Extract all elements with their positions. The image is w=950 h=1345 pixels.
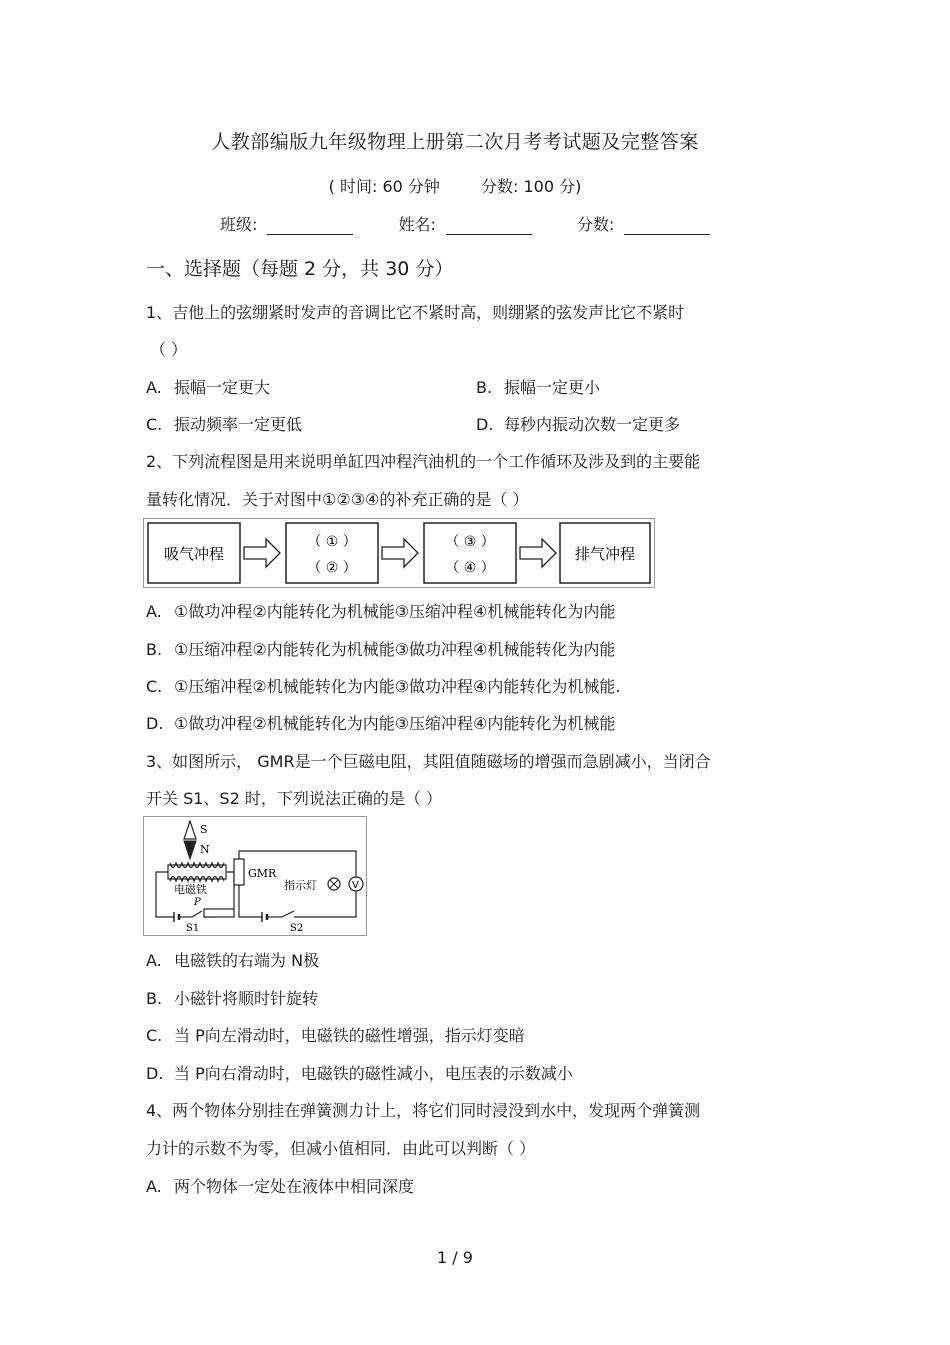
q2-option-b[interactable] (146, 637, 615, 660)
option-letter: B. (146, 640, 163, 659)
option-letter: D. (146, 1064, 164, 1083)
score-label: 分数: (577, 215, 615, 234)
student-info-blanks (220, 212, 750, 235)
rheostat-icon (204, 909, 234, 917)
name-blank (446, 218, 532, 235)
exam-info (0, 174, 910, 197)
score-blank (624, 218, 710, 235)
option-letter: D. (476, 415, 494, 434)
option-letter: C. (146, 1026, 163, 1045)
option-text: 当 P向左滑动时，电磁铁的磁性增强，指示灯变暗 (174, 1026, 525, 1045)
option-text: ①压缩冲程②机械能转化为内能③做功冲程④内能转化为机械能. (174, 677, 621, 696)
needle-south-icon (184, 821, 196, 839)
gmr-label: GMR (248, 867, 277, 880)
q1-paren: （ ） (150, 340, 188, 359)
pole-n-label: N (200, 843, 210, 856)
name-label: 姓名: (398, 215, 436, 234)
switch-s1-icon (192, 911, 202, 917)
q2-option-a[interactable] (146, 599, 615, 622)
q1-option-d[interactable] (476, 412, 680, 435)
exhaust-stroke-label: 排气冲程 (574, 545, 636, 563)
pole-s-label: S (200, 823, 208, 836)
blank-4: （ ④ ） (445, 560, 495, 576)
q1-stem: 1、吉他上的弦绷紧时发声的音调比它不紧时高，则绷紧的弦发声比它不紧时 (146, 303, 685, 322)
needle-north-icon (184, 841, 196, 859)
slider-p-label: P (194, 897, 201, 908)
option-text: 每秒内振动次数一定更多 (504, 415, 681, 434)
option-letter: B. (476, 378, 493, 397)
electromagnet-label: 电磁铁 (174, 883, 207, 896)
q3-option-a[interactable] (146, 948, 319, 971)
score-field[interactable] (577, 212, 710, 235)
option-text: 当 P向右滑动时，电磁铁的磁性减小，电压表的示数减小 (174, 1064, 573, 1083)
gmr-bottom-wire (239, 885, 262, 917)
option-text: 小磁针将顺时针旋转 (174, 989, 319, 1008)
q2-stem-line1: 2、下列流程图是用来说明单缸四冲程汽油机的一个工作循环及涉及到的主要能 (146, 452, 701, 471)
option-letter: C. (146, 677, 163, 696)
q1-option-c[interactable] (146, 412, 302, 435)
gmr-resistor-icon (234, 859, 244, 885)
option-text: 振幅一定更小 (504, 378, 601, 397)
q3-stem-line2: 开关 S1、S2 时，下列说法正确的是（ ） (146, 789, 442, 808)
q2-option-d[interactable] (146, 711, 615, 734)
name-field[interactable] (399, 212, 532, 235)
option-text: ①压缩冲程②内能转化为机械能③做功冲程④机械能转化为内能 (174, 640, 616, 659)
section-heading: 一、选择题（每题 2 分，共 30 分） (146, 258, 454, 280)
page-number: 1 / 9 (437, 1248, 473, 1267)
option-letter: B. (146, 989, 163, 1008)
option-text: 电磁铁的右端为 N极 (174, 951, 320, 970)
q1-option-a[interactable] (146, 375, 270, 398)
q3-option-d[interactable] (146, 1061, 573, 1084)
q2-option-c[interactable] (146, 674, 620, 697)
option-letter: C. (146, 415, 163, 434)
q2-stem-line2: 量转化情况．关于对图中①②③④的补充正确的是（ ） (146, 490, 529, 509)
class-field[interactable] (220, 212, 353, 235)
page-title: 人教部编版九年级物理上册第二次月考考试题及完整答案 (211, 131, 699, 153)
intake-stroke-label: 吸气冲程 (163, 545, 225, 563)
option-letter: A. (146, 1177, 162, 1196)
option-letter: A. (146, 951, 162, 970)
indicator-label: 指示灯 (284, 879, 317, 892)
blank-1: （ ① ） (307, 534, 357, 550)
flow-diagram-svg (144, 519, 654, 587)
q4-stem-line2: 力计的示数不为零，但减小值相同．由此可以判断（ ） (146, 1139, 536, 1158)
circuit-svg (144, 817, 366, 935)
right-wire (226, 872, 234, 909)
blank-3: （ ③ ） (445, 534, 495, 550)
class-label: 班级: (220, 215, 258, 234)
q1-option-b[interactable] (476, 375, 600, 398)
exam-score: 分数: 100 分) (481, 177, 582, 196)
switch-s2-icon (282, 911, 294, 917)
q4-option-a[interactable] (146, 1174, 414, 1197)
engine-flow-diagram (143, 518, 655, 588)
option-letter: D. (146, 714, 164, 733)
voltmeter-label: V (352, 880, 359, 891)
arrow-1-icon (244, 539, 280, 567)
option-letter: A. (146, 378, 162, 397)
option-text: ①做功冲程②内能转化为机械能③压缩冲程④机械能转化为内能 (174, 602, 616, 621)
arrow-3-icon (520, 539, 556, 567)
class-blank (267, 218, 353, 235)
gmr-circuit-diagram (143, 816, 367, 936)
option-text: 振动频率一定更低 (174, 415, 303, 434)
blank-2: （ ② ） (307, 560, 357, 576)
q4-stem-line1: 4、两个物体分别挂在弹簧测力计上，将它们同时浸没到水中，发现两个弹簧测 (146, 1101, 701, 1120)
switch-s2-label: S2 (290, 923, 304, 934)
switch-s1-label: S1 (186, 923, 200, 934)
option-text: ①做功冲程②机械能转化为内能③压缩冲程④内能转化为机械能 (174, 714, 616, 733)
q3-option-b[interactable] (146, 986, 318, 1009)
option-letter: A. (146, 602, 162, 621)
option-text: 两个物体一定处在液体中相同深度 (174, 1177, 415, 1196)
exam-time: ( 时间: 60 分钟 (328, 177, 440, 196)
arrow-2-icon (382, 539, 418, 567)
q3-option-c[interactable] (146, 1023, 525, 1046)
q3-stem-line1: 3、如图所示， GMR是一个巨磁电阻，其阻值随磁场的增强而急剧减小，当闭合 (146, 752, 711, 771)
option-text: 振幅一定更大 (174, 378, 271, 397)
